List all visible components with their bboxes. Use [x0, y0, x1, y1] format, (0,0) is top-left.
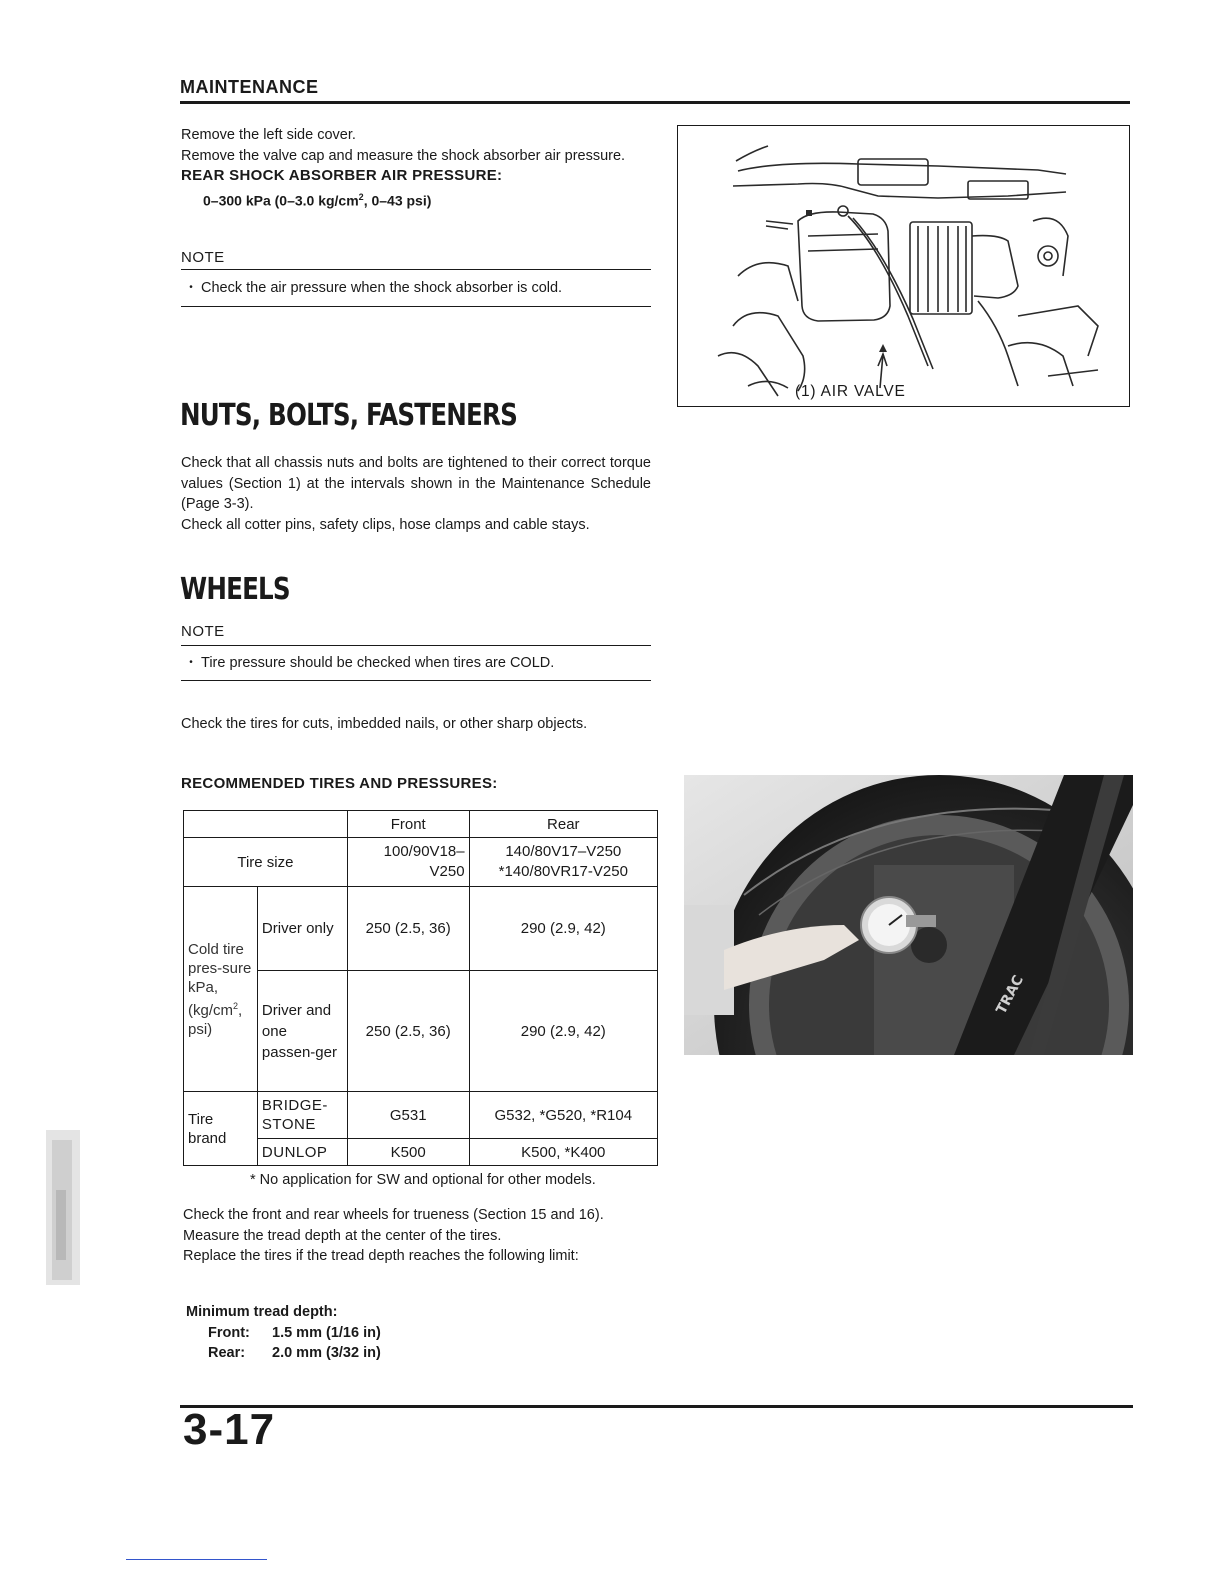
min-tread-rear: [186, 1343, 381, 1364]
shock-spec-value: 0–300 kPa (0–3.0 $kg/cm^2$, 0–43 psi): [203, 191, 432, 209]
tire-pressure-gauge-photo-icon: [684, 775, 1133, 1055]
table-row: [184, 1092, 658, 1139]
recommended-label: RECOMMENDED TIRES AND PRESSURES:: [181, 775, 498, 792]
col-header-front: Front: [347, 811, 469, 838]
table-footnote: * No application for SW and optional for other models.: [250, 1172, 596, 1188]
driver-passenger-front: 250 (2.5, 36): [347, 971, 469, 1092]
bridgestone-front: G531: [347, 1092, 469, 1139]
tire-brand-text: TRAC: [993, 972, 1027, 1017]
wheels-check-text: Check the tires for cuts, imbedded nails, or other sharp objects.: [181, 716, 588, 732]
page-number: 3-17: [183, 1405, 276, 1454]
shock-line-1: Remove the left side cover.: [181, 127, 356, 143]
bullet-icon: •: [189, 282, 193, 293]
driver-only-label: Driver only: [257, 887, 347, 971]
table-corner-cell: [184, 811, 348, 838]
after-table-text: [183, 1205, 653, 1267]
front-size-line-1: 100/90V18–: [383, 843, 465, 860]
wheels-note-label: NOTE: [181, 623, 225, 640]
nuts-para-2: Check all cotter pins, safety clips, hose clamps and cable stays.: [181, 516, 590, 533]
table-row: [184, 887, 658, 971]
tire-size-label: Tire size: [184, 838, 348, 887]
header-rule: [180, 101, 1130, 104]
table-header-row: [184, 811, 658, 838]
tread-replace-line: Replace the tires if the tread depth reaches the following limit:: [183, 1248, 579, 1264]
driver-passenger-rear: 290 (2.9, 42): [469, 971, 657, 1092]
scan-edge-artifact: [38, 1130, 92, 1285]
shock-spec-label: REAR SHOCK ABSORBER AIR PRESSURE:: [181, 167, 503, 184]
tire-gauge-photo: [684, 775, 1133, 1055]
front-value: 1.5 mm (1/16 in): [272, 1324, 381, 1341]
dunlop-rear: K500, *K400: [469, 1139, 657, 1166]
col-header-rear: Rear: [469, 811, 657, 838]
cold-pressure-label: Cold tire pres-sure kPa, ($kg/cm^2$, psi): [184, 887, 258, 1092]
nuts-para-1: Check that all chassis nuts and bolts are tightened to their correct torque values (Section 1) at the intervals shown in the Maintenance Schedule (Page 3-3).: [181, 455, 651, 512]
front-size-line-2: V250: [429, 863, 465, 880]
driver-only-rear: 290 (2.9, 42): [469, 887, 657, 971]
bridgestone-label: BRIDGE-STONE: [257, 1092, 347, 1139]
tire-brand-label: Tire brand: [184, 1092, 258, 1166]
rear-size-cell: [469, 838, 657, 887]
rear-value: 2.0 mm (3/32 in): [272, 1345, 381, 1361]
tread-measure-line: Measure the tread depth at the center of the tires.: [183, 1227, 502, 1244]
section-title-wheels: WHEELS: [180, 572, 290, 607]
front-size-cell: [347, 838, 469, 887]
wheels-note-box: [181, 645, 651, 681]
dunlop-front: K500: [347, 1139, 469, 1166]
bottom-link-line: [126, 1559, 267, 1560]
min-tread-label: Minimum tread depth:: [186, 1304, 338, 1320]
min-tread-front: [186, 1323, 381, 1344]
driver-passenger-label: Driver and one passen-ger: [257, 971, 347, 1092]
air-valve-figure: [677, 125, 1130, 407]
figure-caption: (1) AIR VALVE: [795, 383, 906, 400]
dunlop-label: DUNLOP: [257, 1139, 347, 1166]
nuts-paragraph: [181, 453, 651, 535]
bullet-icon: •: [189, 657, 193, 668]
shock-note-box: [181, 269, 651, 307]
tire-table: [183, 810, 658, 1166]
shock-note-label: NOTE: [181, 249, 225, 266]
table-row: [184, 838, 658, 887]
driver-only-front: 250 (2.5, 36): [347, 887, 469, 971]
rear-size-line-2: *140/80VR17-V250: [498, 863, 628, 880]
footer-rule: [180, 1405, 1133, 1408]
shock-instructions: [181, 125, 651, 211]
page-header-title: MAINTENANCE: [180, 77, 319, 97]
wheels-note-text: Tire pressure should be checked when tires are COLD.: [201, 655, 555, 671]
shock-absorber-illustration-icon: [678, 126, 1128, 405]
bridgestone-rear: G532, *G520, *R104: [469, 1092, 657, 1139]
rear-label: Rear:: [208, 1345, 246, 1361]
shock-line-2: Remove the valve cap and measure the shock absorber air pressure.: [181, 147, 626, 164]
min-tread-block: [186, 1302, 381, 1364]
shock-note-text: Check the air pressure when the shock absorber is cold.: [201, 280, 563, 296]
front-label: Front:: [208, 1324, 250, 1341]
section-title-nuts: NUTS, BOLTS, FASTENERS: [180, 398, 517, 433]
rear-size-line-1: 140/80V17–V250: [505, 843, 622, 860]
trueness-line: Check the front and rear wheels for trueness (Section 15 and 16).: [183, 1207, 604, 1223]
